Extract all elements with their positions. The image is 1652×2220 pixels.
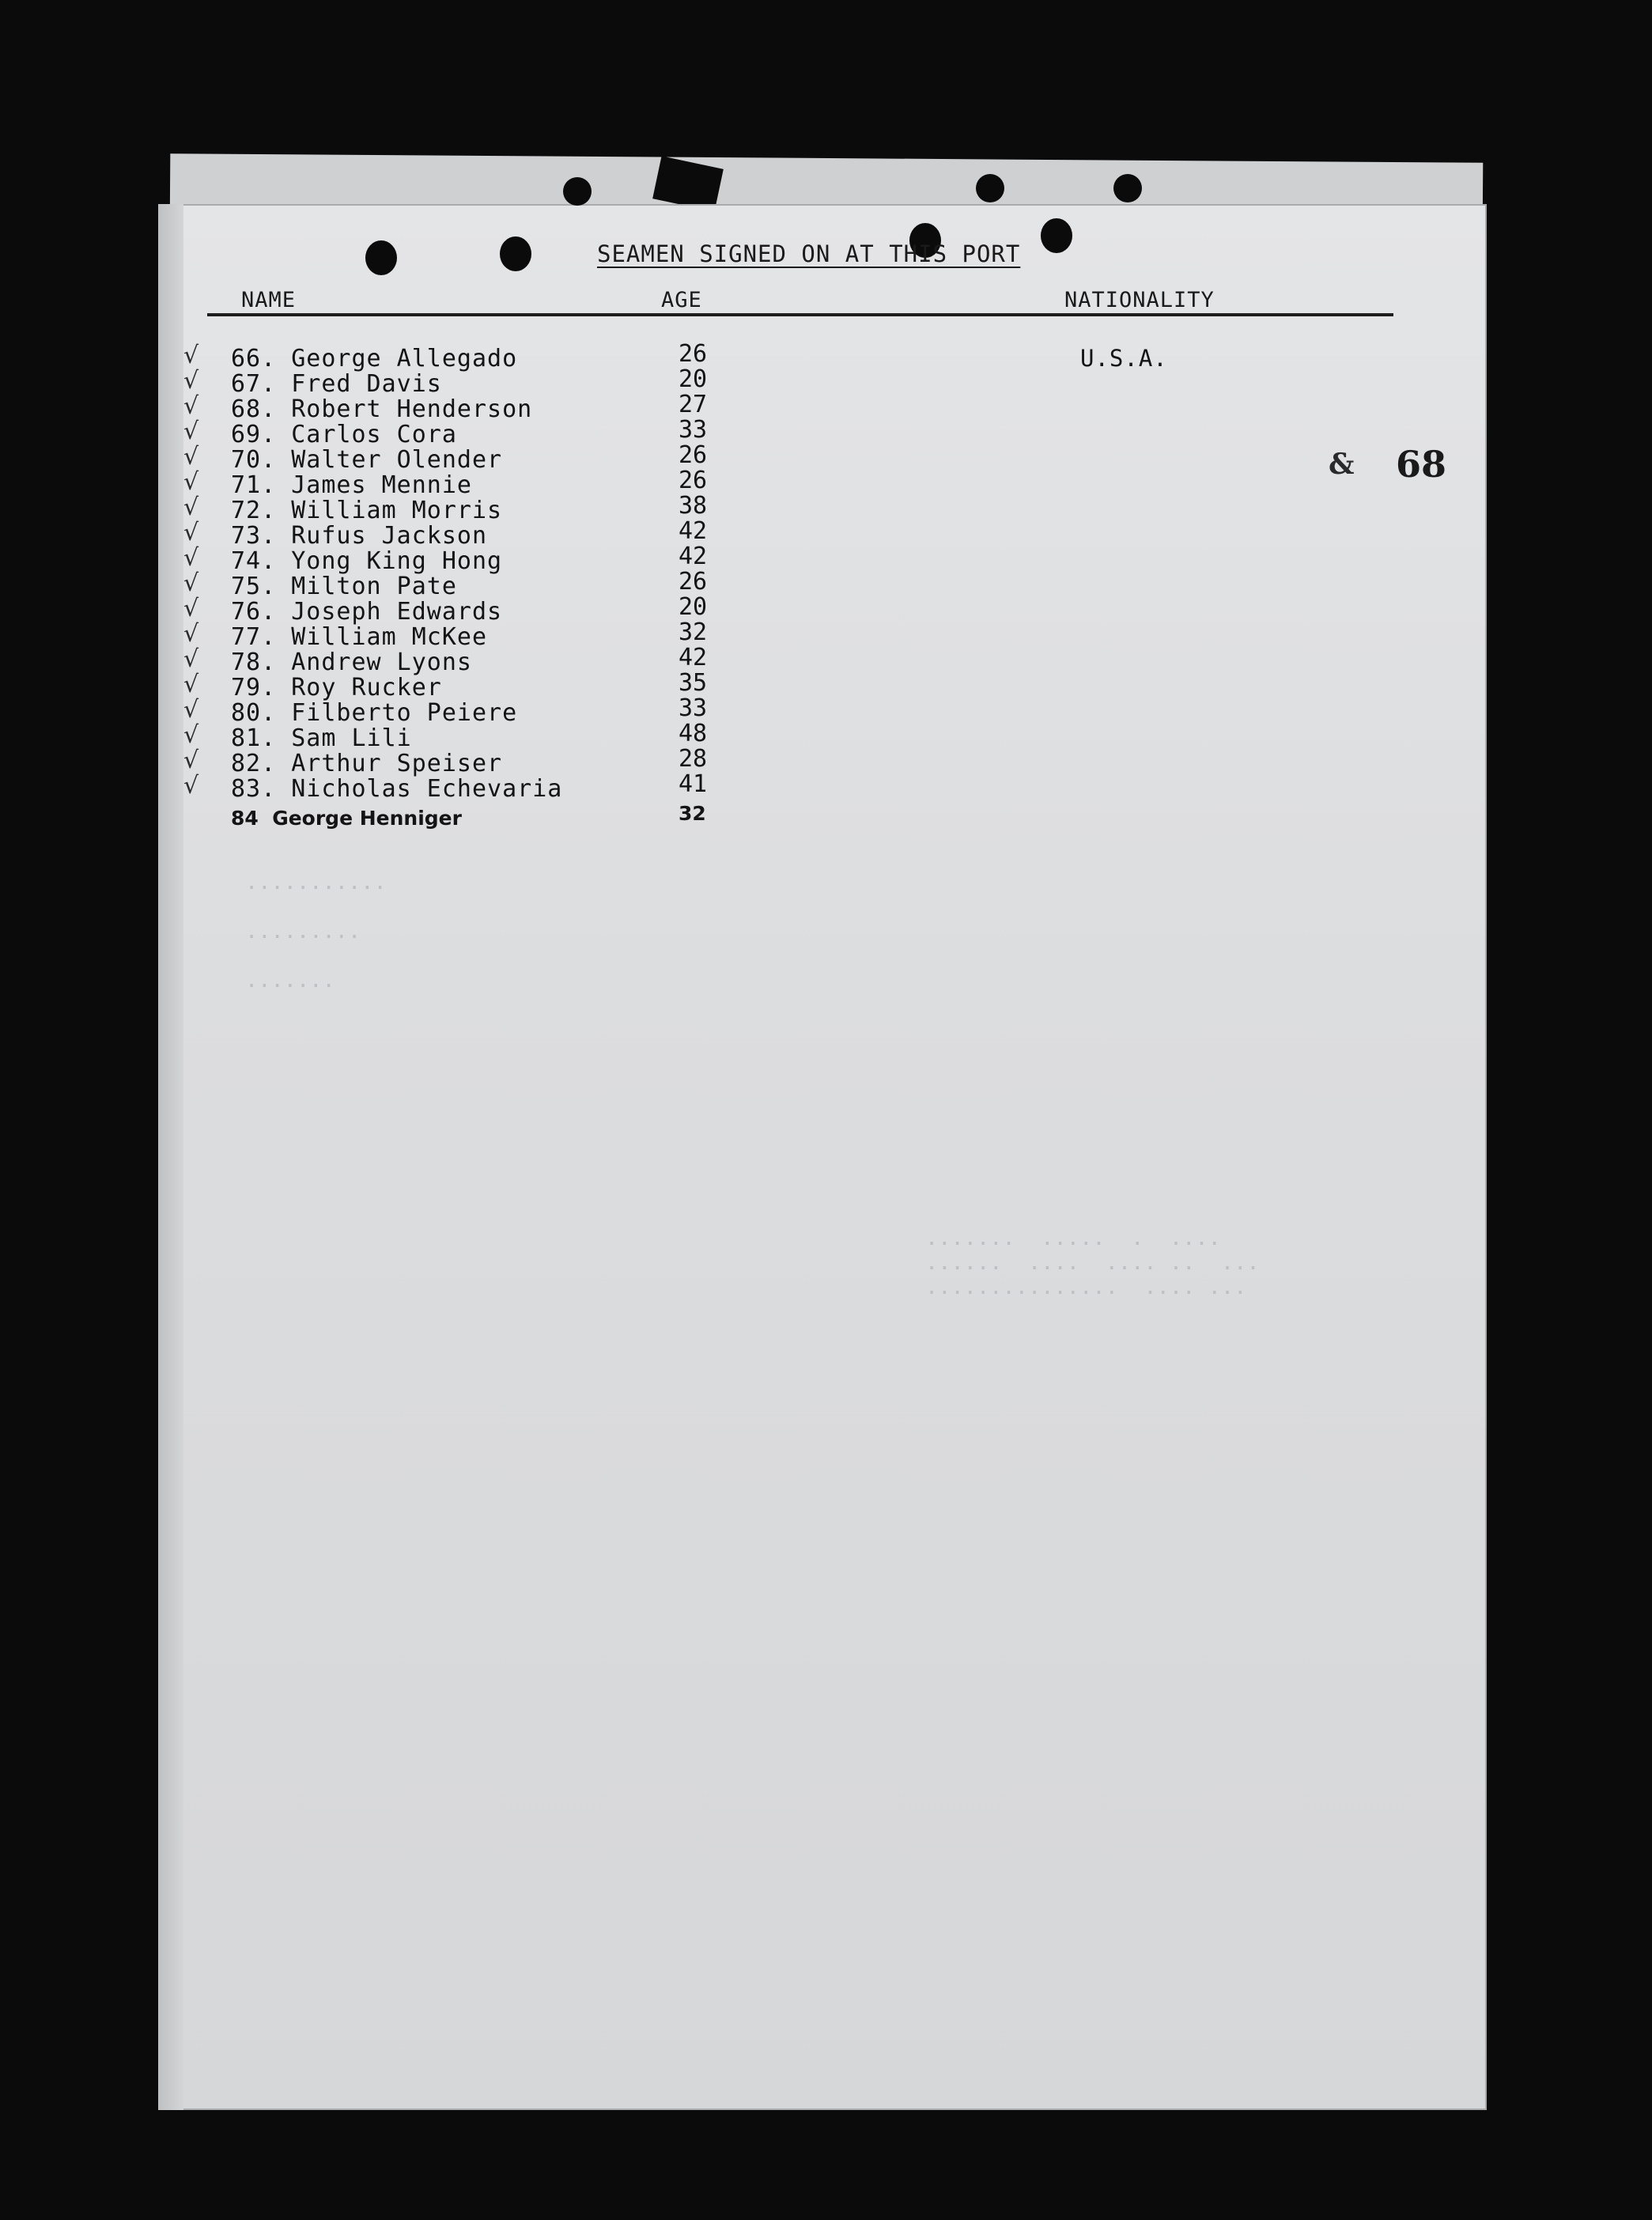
- list-item: [0, 517, 1652, 550]
- seaman-name: 77. William McKee: [231, 623, 488, 651]
- seaman-name: 71. James Mennie: [231, 471, 472, 499]
- check-mark: √: [183, 620, 199, 648]
- seaman-age: 28: [679, 745, 708, 773]
- list-item: [0, 593, 1652, 626]
- check-mark: √: [183, 569, 199, 597]
- list-item: [0, 618, 1652, 651]
- list-item: [0, 365, 1652, 398]
- seaman-name: 75. Milton Pate: [231, 573, 457, 600]
- check-mark: √: [183, 367, 199, 395]
- list-item: [0, 467, 1652, 499]
- list-item: [0, 543, 1652, 575]
- seaman-name: 79. Roy Rucker: [231, 674, 442, 702]
- seaman-age: 26: [679, 441, 708, 469]
- seaman-name: 72. William Morris: [231, 497, 503, 524]
- seaman-name: 68. Robert Henderson: [231, 395, 533, 423]
- punch-hole: [563, 177, 592, 206]
- list-item: [0, 694, 1652, 727]
- punch-hole: [500, 236, 531, 271]
- seaman-name: 84 George Henniger: [231, 807, 462, 830]
- check-mark: √: [183, 544, 199, 572]
- check-mark: √: [183, 519, 199, 546]
- check-mark: √: [183, 494, 199, 521]
- seaman-age: 20: [679, 593, 708, 621]
- seaman-name: 82. Arthur Speiser: [231, 750, 503, 777]
- bleed-through-text: ........... ......... .......: [245, 870, 387, 993]
- list-item: [0, 770, 1652, 803]
- nationality-value: U.S.A.: [1080, 345, 1168, 372]
- list-item: [0, 568, 1652, 600]
- punch-hole: [1041, 218, 1072, 253]
- seaman-age: 35: [679, 669, 708, 697]
- list-item: [0, 669, 1652, 702]
- page-mark: &: [1329, 448, 1355, 481]
- check-mark: √: [183, 671, 199, 698]
- list-item: [0, 644, 1652, 676]
- seaman-age: 20: [679, 365, 708, 393]
- punch-hole: [1113, 174, 1142, 202]
- check-mark: √: [183, 772, 199, 800]
- check-mark: √: [183, 721, 199, 749]
- seaman-age: 42: [679, 517, 708, 545]
- page-title: SEAMEN SIGNED ON AT THIS PORT: [597, 240, 1021, 267]
- list-item: [0, 802, 1652, 832]
- seaman-age: 26: [679, 568, 708, 596]
- list-item: [0, 340, 1652, 373]
- check-mark: √: [183, 468, 199, 496]
- seaman-age: 42: [679, 543, 708, 570]
- seaman-age: 26: [679, 467, 708, 494]
- check-mark: √: [183, 392, 199, 420]
- check-mark: √: [183, 443, 199, 471]
- column-header-age: AGE: [661, 288, 702, 312]
- column-header-nationality: NATIONALITY: [1064, 288, 1215, 312]
- list-item: [0, 720, 1652, 752]
- seaman-age: 41: [679, 770, 708, 798]
- seaman-name: 73. Rufus Jackson: [231, 522, 488, 550]
- seaman-age: 42: [679, 644, 708, 671]
- seaman-name: 76. Joseph Edwards: [231, 598, 503, 626]
- seaman-name: 69. Carlos Cora: [231, 421, 457, 448]
- seaman-age: 26: [679, 340, 708, 368]
- seaman-name: 81. Sam Lili: [231, 724, 412, 752]
- page-number: 68: [1396, 443, 1447, 486]
- seaman-age: 32: [679, 618, 708, 646]
- header-rule: [207, 313, 1393, 316]
- seaman-name: 67. Fred Davis: [231, 370, 442, 398]
- seaman-age: 33: [679, 694, 708, 722]
- column-header-name: NAME: [241, 288, 297, 312]
- check-mark: √: [183, 696, 199, 724]
- seaman-name: 78. Andrew Lyons: [231, 649, 472, 676]
- seaman-name: 74. Yong King Hong: [231, 547, 503, 575]
- punch-hole: [976, 174, 1004, 202]
- seaman-age: 48: [679, 720, 708, 747]
- list-item: [0, 441, 1652, 474]
- seaman-age: 38: [679, 492, 708, 520]
- seaman-name: 70. Walter Olender: [231, 446, 503, 474]
- seaman-age: 33: [679, 416, 708, 444]
- punch-hole: [365, 240, 397, 275]
- list-item: [0, 416, 1652, 448]
- check-mark: √: [183, 342, 199, 369]
- list-item: [0, 391, 1652, 423]
- seaman-name: 80. Filberto Peiere: [231, 699, 518, 727]
- check-mark: √: [183, 645, 199, 673]
- seaman-name: 83. Nicholas Echevaria: [231, 775, 563, 803]
- check-mark: √: [183, 747, 199, 774]
- seaman-age: 27: [679, 391, 708, 418]
- seaman-name: 66. George Allegado: [231, 345, 518, 373]
- list-item: [0, 745, 1652, 777]
- check-mark: √: [183, 595, 199, 622]
- check-mark: √: [183, 418, 199, 445]
- list-item: [0, 492, 1652, 524]
- bleed-through-text: ....... ..... . .... ...... .... .... .. ... ............... .... ...: [925, 1226, 1260, 1299]
- seaman-age: 32: [679, 802, 706, 825]
